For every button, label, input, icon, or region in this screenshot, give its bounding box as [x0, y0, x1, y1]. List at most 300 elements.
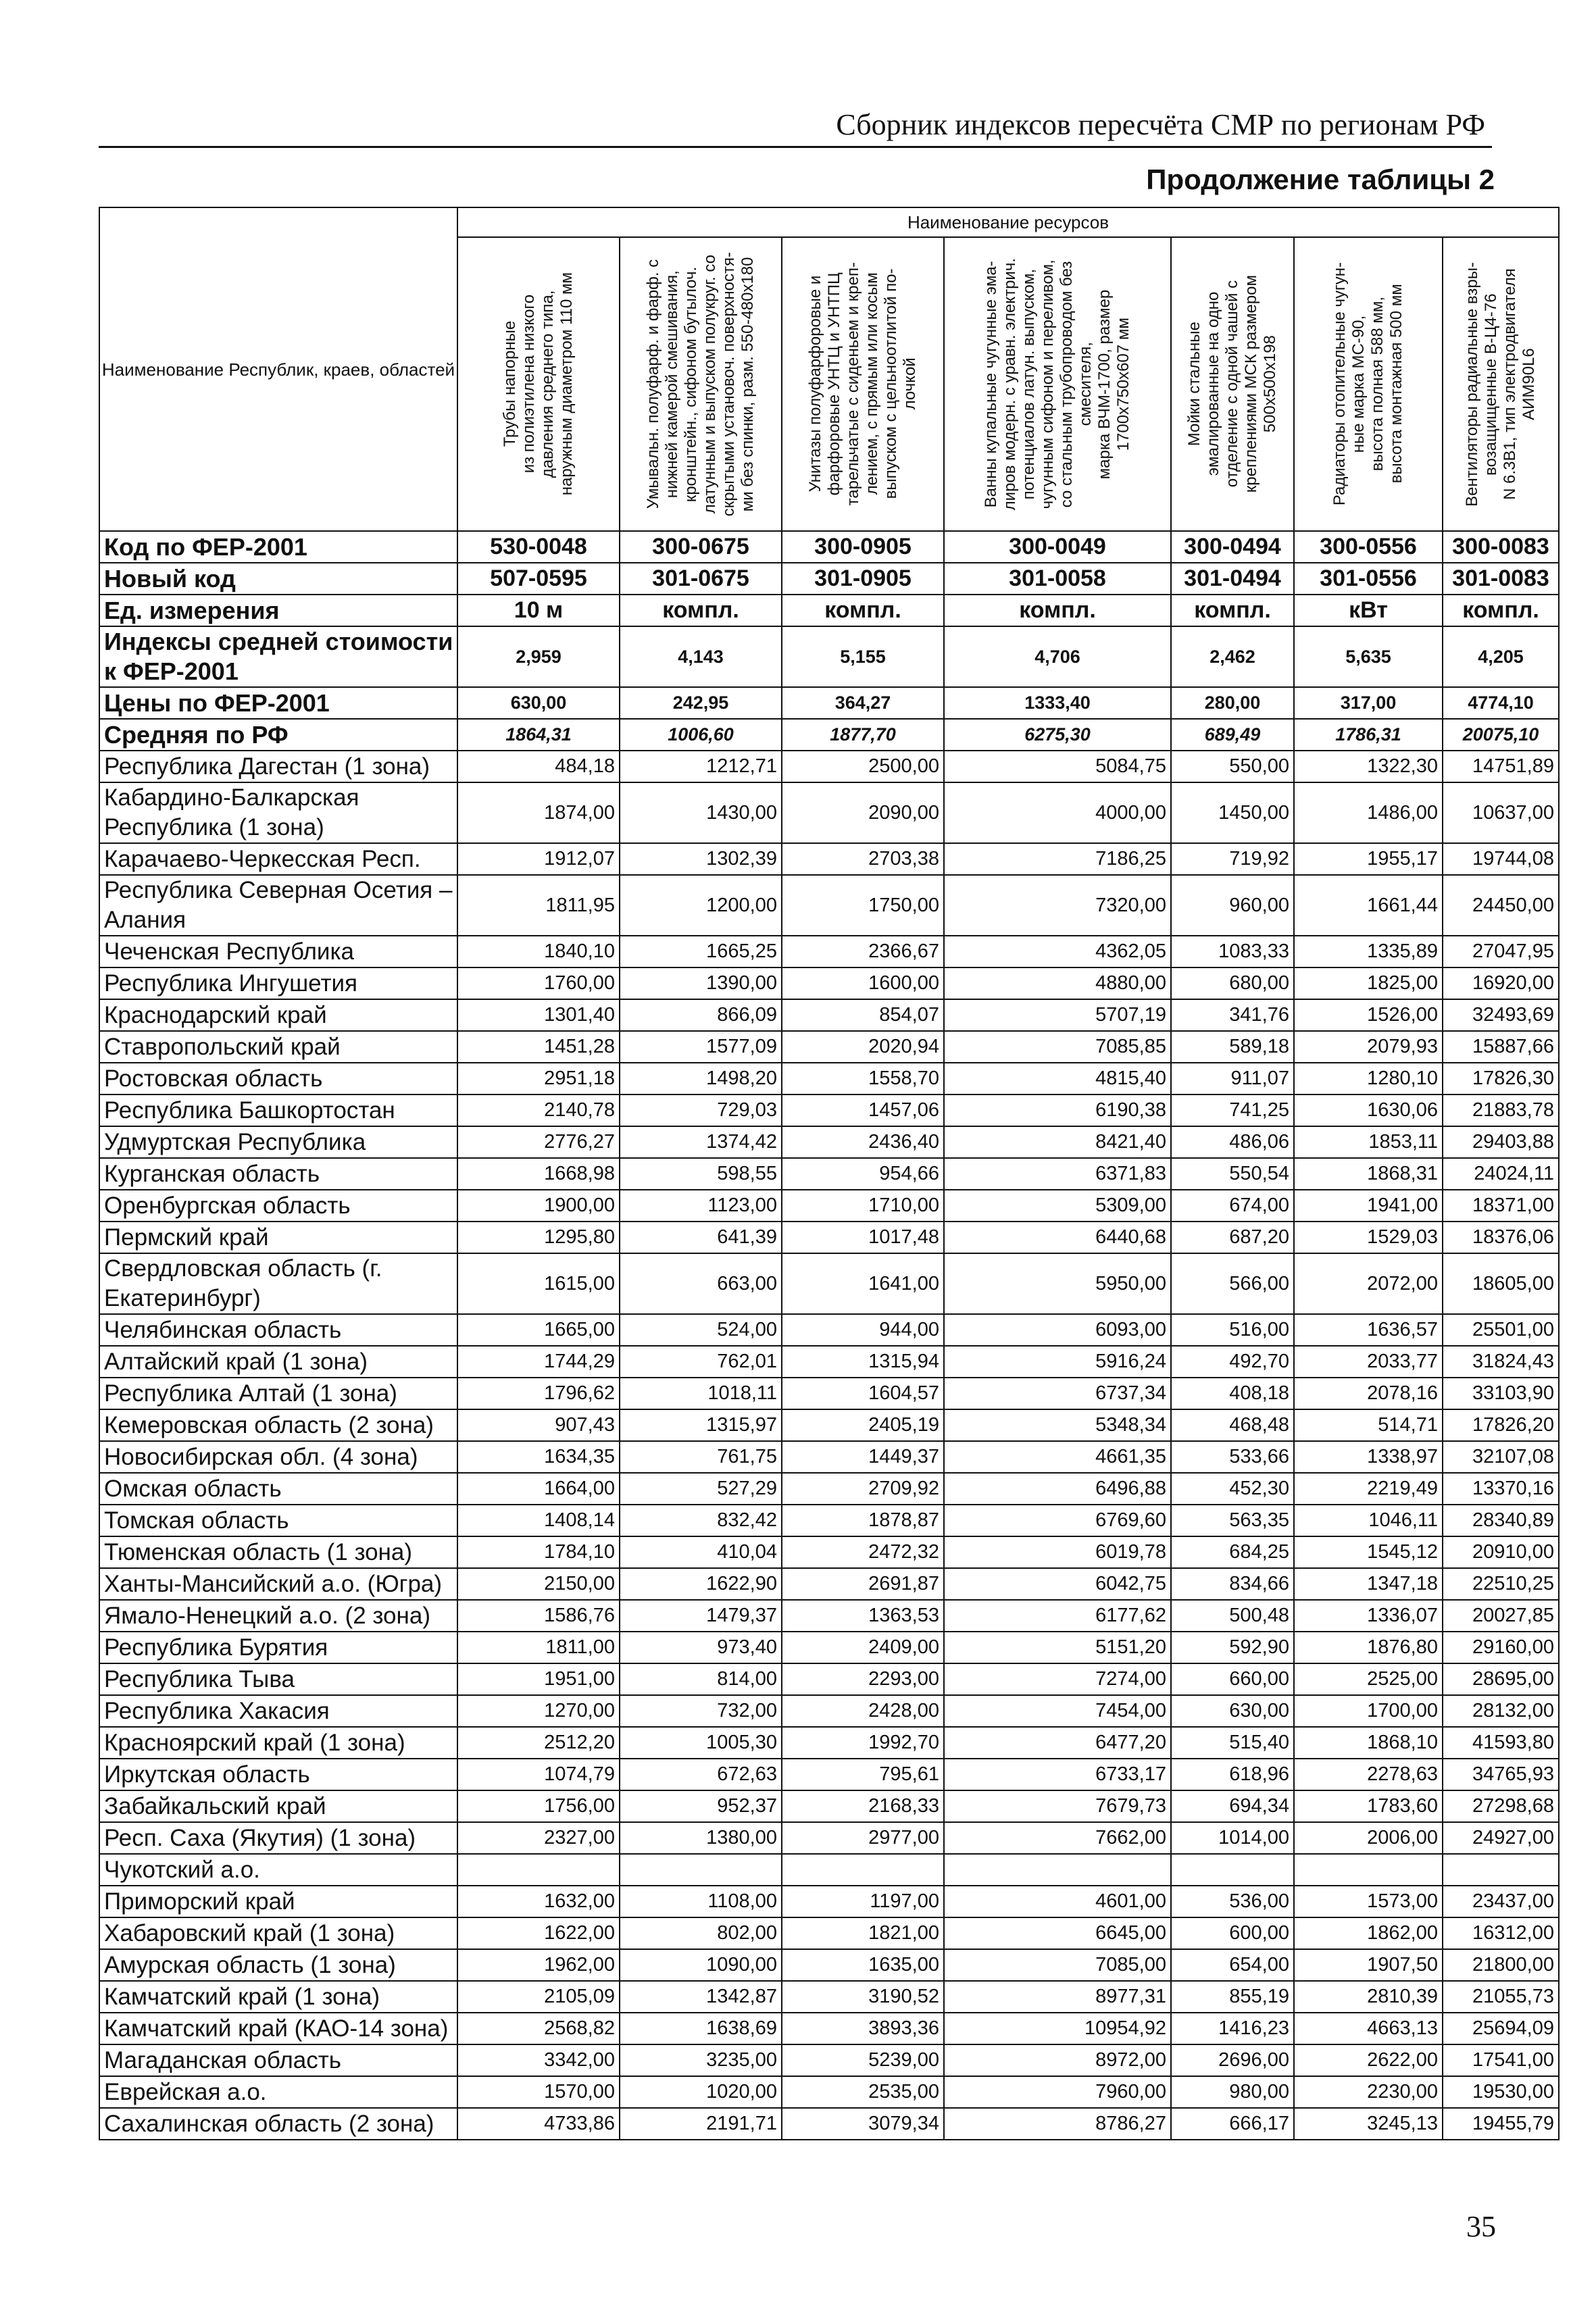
code-row-value: 2,462: [1171, 626, 1294, 687]
code-row-value: компл.: [944, 595, 1171, 626]
price-cell: 834,66: [1171, 1568, 1294, 1600]
price-cell: 22510,25: [1443, 1568, 1559, 1600]
region-name: Карачаево-Черкесская Респ.: [99, 843, 457, 875]
price-cell: 1962,00: [457, 1949, 620, 1981]
price-cell: 14751,89: [1443, 751, 1559, 782]
price-cell: 31824,43: [1443, 1346, 1559, 1378]
table-row: [99, 1441, 1559, 1473]
region-name: Краснодарский край: [99, 999, 457, 1031]
price-cell: 1430,00: [620, 782, 782, 843]
table-row: [99, 1822, 1559, 1854]
price-cell: 2293,00: [782, 1663, 944, 1695]
price-cell: 1811,95: [457, 875, 620, 936]
price-cell: 2810,39: [1294, 1981, 1443, 2013]
price-cell: 7662,00: [944, 1822, 1171, 1854]
price-cell: 6093,00: [944, 1314, 1171, 1346]
code-row-value: 630,00: [457, 687, 620, 719]
table-header: [99, 207, 1559, 531]
region-name: Ямало-Ненецкий а.о. (2 зона): [99, 1600, 457, 1632]
price-cell: 3893,36: [782, 2013, 944, 2044]
price-cell: 1374,42: [620, 1126, 782, 1158]
region-name: Иркутская область: [99, 1759, 457, 1790]
price-cell: 630,00: [1171, 1695, 1294, 1727]
price-cell: 6645,00: [944, 1917, 1171, 1949]
price-cell: 1878,87: [782, 1505, 944, 1536]
price-cell: 1912,07: [457, 843, 620, 875]
price-cell: 1416,23: [1171, 2013, 1294, 2044]
price-cell: 832,42: [620, 1505, 782, 1536]
table-row: [99, 1126, 1559, 1158]
price-cell: 484,18: [457, 751, 620, 782]
price-cell: 598,55: [620, 1158, 782, 1190]
price-cell: 1700,00: [1294, 1695, 1443, 1727]
price-cell: 6477,20: [944, 1727, 1171, 1759]
price-cell: 954,66: [782, 1158, 944, 1190]
table-row: [99, 1632, 1559, 1663]
continuation-caption: Продолжение таблицы 2: [1146, 164, 1495, 195]
header-group-row: [99, 207, 1559, 237]
price-cell: 29160,00: [1443, 1632, 1559, 1663]
region-name: Пермский край: [99, 1222, 457, 1253]
price-cell: 1498,20: [620, 1063, 782, 1095]
region-name: Чеченская Республика: [99, 936, 457, 967]
region-name: Тюменская область (1 зона): [99, 1536, 457, 1568]
price-cell: 5084,75: [944, 751, 1171, 782]
price-cell: 32107,08: [1443, 1441, 1559, 1473]
price-cell: 6737,34: [944, 1378, 1171, 1409]
code-row-value: 4,706: [944, 626, 1171, 687]
table-row: [99, 2013, 1559, 2044]
price-cell: 2405,19: [782, 1409, 944, 1441]
price-cell: 1123,00: [620, 1190, 782, 1222]
price-cell: 1586,76: [457, 1600, 620, 1632]
price-cell: 980,00: [1171, 2076, 1294, 2108]
region-name: Республика Хакасия: [99, 1695, 457, 1727]
price-cell: 2105,09: [457, 1981, 620, 2013]
region-name: Челябинская область: [99, 1314, 457, 1346]
price-cell: 1380,00: [620, 1822, 782, 1854]
price-cell: 2525,00: [1294, 1663, 1443, 1695]
price-cell: 1018,11: [620, 1378, 782, 1409]
price-cell: 8972,00: [944, 2044, 1171, 2076]
table-row: [99, 999, 1559, 1031]
price-cell: 973,40: [620, 1632, 782, 1663]
price-cell: 1336,07: [1294, 1600, 1443, 1632]
resource-header-3: [782, 237, 944, 531]
code-row-label: Средняя по РФ: [99, 719, 457, 751]
price-cell: 28695,00: [1443, 1663, 1559, 1695]
price-cell: 5707,19: [944, 999, 1171, 1031]
price-cell: 1622,90: [620, 1568, 782, 1600]
price-cell: 563,35: [1171, 1505, 1294, 1536]
price-cell: 1450,00: [1171, 782, 1294, 843]
price-cell: 550,00: [1171, 751, 1294, 782]
price-cell: 741,25: [1171, 1095, 1294, 1126]
price-cell: 7454,00: [944, 1695, 1171, 1727]
price-cell: 527,29: [620, 1473, 782, 1505]
price-cell: 533,66: [1171, 1441, 1294, 1473]
price-cell: 1280,10: [1294, 1063, 1443, 1095]
price-cell: 2079,93: [1294, 1031, 1443, 1063]
code-row-value: 1877,70: [782, 719, 944, 751]
price-cell: 17826,20: [1443, 1409, 1559, 1441]
table-row: [99, 1253, 1559, 1314]
code-row: [99, 595, 1559, 626]
code-row-value: 300-0494: [1171, 531, 1294, 563]
price-cell: 4601,00: [944, 1886, 1171, 1917]
price-cell: 1868,10: [1294, 1727, 1443, 1759]
price-cell: 854,07: [782, 999, 944, 1031]
table-row: [99, 1886, 1559, 1917]
price-cell: 5151,20: [944, 1632, 1171, 1663]
price-cell: 1108,00: [620, 1886, 782, 1917]
price-cell: 41593,80: [1443, 1727, 1559, 1759]
price-cell: 1046,11: [1294, 1505, 1443, 1536]
price-cell: 2278,63: [1294, 1759, 1443, 1790]
code-row-value: 301-0675: [620, 563, 782, 595]
code-row-value: 4,143: [620, 626, 782, 687]
price-cell: 468,48: [1171, 1409, 1294, 1441]
price-cell: 654,00: [1171, 1949, 1294, 1981]
price-cell: 27047,95: [1443, 936, 1559, 967]
price-cell: 3342,00: [457, 2044, 620, 2076]
price-cell: 13370,16: [1443, 1473, 1559, 1505]
price-cell: 2696,00: [1171, 2044, 1294, 2076]
price-cell: 663,00: [620, 1253, 782, 1314]
region-name: Кабардино-Балкарская Республика (1 зона): [99, 782, 457, 843]
region-name: Камчатский край (1 зона): [99, 1981, 457, 2013]
table-row: [99, 1063, 1559, 1095]
price-cell: 687,20: [1171, 1222, 1294, 1253]
price-cell: 1900,00: [457, 1190, 620, 1222]
price-cell: 516,00: [1171, 1314, 1294, 1346]
price-cell: 1315,94: [782, 1346, 944, 1378]
price-cell: 10637,00: [1443, 782, 1559, 843]
price-cell: 1661,44: [1294, 875, 1443, 936]
price-cell: 1197,00: [782, 1886, 944, 1917]
price-cell: 514,71: [1294, 1409, 1443, 1441]
code-row: [99, 719, 1559, 751]
price-cell: 2327,00: [457, 1822, 620, 1854]
price-cell: 2409,00: [782, 1632, 944, 1663]
table-row: [99, 1536, 1559, 1568]
price-cell: 600,00: [1171, 1917, 1294, 1949]
price-cell: 1005,30: [620, 1727, 782, 1759]
resource-header-label: Ванны купальные чугунные эма- лиров модерн. с уравн. электрич. потенциалов латун. выпуском, чугунным сифоном и переливом, со стальным трубопроводом без смесителя, марка ВЧМ-1700, размер 1700x750x607 мм: [982, 257, 1132, 511]
code-row-value: 530-0048: [457, 531, 620, 563]
resource-header-label: Вентиляторы радиальные взры- возащищенные В-Ц4-76 N 6.3В1, тип электродвигателя АИМ90L6: [1463, 261, 1538, 507]
price-cell: 2020,94: [782, 1031, 944, 1063]
code-rows: [99, 531, 1559, 751]
price-cell: 4815,40: [944, 1063, 1171, 1095]
code-row: [99, 626, 1559, 687]
price-cell: 674,00: [1171, 1190, 1294, 1222]
table-row: [99, 1190, 1559, 1222]
price-cell: 21883,78: [1443, 1095, 1559, 1126]
price-cell: 589,18: [1171, 1031, 1294, 1063]
price-cell: 1784,10: [457, 1536, 620, 1568]
region-rows: [99, 751, 1559, 2140]
price-cell: 1090,00: [620, 1949, 782, 1981]
price-cell: 2230,00: [1294, 2076, 1443, 2108]
code-row: [99, 531, 1559, 563]
price-cell: 6733,17: [944, 1759, 1171, 1790]
price-cell: 20027,85: [1443, 1600, 1559, 1632]
price-cell: 2500,00: [782, 751, 944, 782]
price-cell: 1615,00: [457, 1253, 620, 1314]
price-cell: 1876,80: [1294, 1632, 1443, 1663]
price-cell: 500,48: [1171, 1600, 1294, 1632]
code-row-value: компл.: [1443, 595, 1559, 626]
price-cell: 684,25: [1171, 1536, 1294, 1568]
price-cell: 3245,13: [1294, 2108, 1443, 2140]
price-cell: 5309,00: [944, 1190, 1171, 1222]
price-cell: 672,63: [620, 1759, 782, 1790]
code-row-value: 1333,40: [944, 687, 1171, 719]
resource-header-label: Умывальн. полуфарф. и фарф. с нижней камерой смешивания, кронштейн., сифоном бутылоч. латунным и выпуском полукруг. со скрытыми установоч. поверхностя- ми без спинки, разм. 550-480x180: [644, 251, 757, 517]
price-cell: 25694,09: [1443, 2013, 1559, 2044]
table-row: [99, 1790, 1559, 1822]
price-cell: 4663,13: [1294, 2013, 1443, 2044]
price-cell: 2150,00: [457, 1568, 620, 1600]
price-cell: 1083,33: [1171, 936, 1294, 967]
price-cell: 1710,00: [782, 1190, 944, 1222]
price-cell: 1573,00: [1294, 1886, 1443, 1917]
price-cell: 660,00: [1171, 1663, 1294, 1695]
price-cell: 2512,20: [457, 1727, 620, 1759]
price-cell: 952,37: [620, 1790, 782, 1822]
region-name: Республика Дагестан (1 зона): [99, 751, 457, 782]
code-row-value: 5,635: [1294, 626, 1443, 687]
price-cell: 7679,73: [944, 1790, 1171, 1822]
price-cell: 4362,05: [944, 936, 1171, 967]
code-row-label: Ед. измерения: [99, 595, 457, 626]
price-cell: 907,43: [457, 1409, 620, 1441]
price-cell: 1821,00: [782, 1917, 944, 1949]
code-row-value: компл.: [782, 595, 944, 626]
price-cell: 23437,00: [1443, 1886, 1559, 1917]
price-cell: 6042,75: [944, 1568, 1171, 1600]
table-row: [99, 1727, 1559, 1759]
price-cell: 4000,00: [944, 782, 1171, 843]
price-cell: 1335,89: [1294, 936, 1443, 967]
price-cell: 10954,92: [944, 2013, 1171, 2044]
price-cell: 7085,85: [944, 1031, 1171, 1063]
resource-header-4: [944, 237, 1171, 531]
code-row-label: Код по ФЕР-2001: [99, 531, 457, 563]
price-cell: 1783,60: [1294, 1790, 1443, 1822]
price-cell: 3190,52: [782, 1981, 944, 2013]
price-cell: 732,00: [620, 1695, 782, 1727]
price-cell: 680,00: [1171, 967, 1294, 999]
price-cell: [457, 1854, 620, 1886]
table-row: [99, 1378, 1559, 1409]
price-cell: 25501,00: [1443, 1314, 1559, 1346]
price-cell: 7274,00: [944, 1663, 1171, 1695]
price-cell: 1635,00: [782, 1949, 944, 1981]
price-cell: 408,18: [1171, 1378, 1294, 1409]
region-name: Курганская область: [99, 1158, 457, 1190]
table-row: [99, 1409, 1559, 1441]
table-row: [99, 1473, 1559, 1505]
region-name: Еврейская а.о.: [99, 2076, 457, 2108]
resource-header-label: Унитазы полуфарфоровые и фарфоровые УНТЦ и УНТПЦ тарельчатые с сиденьем и креп- лением, с прямым или косым выпуском с цельноотлитой по- лочкой: [806, 262, 919, 506]
price-cell: 3079,34: [782, 2108, 944, 2140]
code-row-label: Индексы средней стоимости к ФЕР-2001: [99, 626, 457, 687]
price-cell: 7320,00: [944, 875, 1171, 936]
price-cell: 16920,00: [1443, 967, 1559, 999]
price-cell: 2977,00: [782, 1822, 944, 1854]
price-cell: 18371,00: [1443, 1190, 1559, 1222]
region-name: Новосибирская обл. (4 зона): [99, 1441, 457, 1473]
price-cell: 1634,35: [457, 1441, 620, 1473]
price-cell: 2072,00: [1294, 1253, 1443, 1314]
table-row: [99, 751, 1559, 782]
region-name: Алтайский край (1 зона): [99, 1346, 457, 1378]
code-row-value: 507-0595: [457, 563, 620, 595]
price-cell: 28340,89: [1443, 1505, 1559, 1536]
price-cell: 2691,87: [782, 1568, 944, 1600]
price-cell: 1862,00: [1294, 1917, 1443, 1949]
price-cell: 1529,03: [1294, 1222, 1443, 1253]
price-cell: 1338,97: [1294, 1441, 1443, 1473]
table-row: [99, 1568, 1559, 1600]
resource-header-7: [1443, 237, 1559, 531]
price-cell: 2191,71: [620, 2108, 782, 2140]
price-cell: 6371,83: [944, 1158, 1171, 1190]
region-name: Удмуртская Республика: [99, 1126, 457, 1158]
price-cell: 1760,00: [457, 967, 620, 999]
price-cell: 1390,00: [620, 967, 782, 999]
price-cell: 1951,00: [457, 1663, 620, 1695]
code-row-value: 10 м: [457, 595, 620, 626]
price-cell: 4733,86: [457, 2108, 620, 2140]
code-row-value: 242,95: [620, 687, 782, 719]
table-row: [99, 2044, 1559, 2076]
price-cell: [620, 1854, 782, 1886]
region-name: Забайкальский край: [99, 1790, 457, 1822]
code-row-value: 300-0675: [620, 531, 782, 563]
code-row-value: 301-0494: [1171, 563, 1294, 595]
price-cell: 17826,30: [1443, 1063, 1559, 1095]
price-cell: 1825,00: [1294, 967, 1443, 999]
price-cell: [1171, 1854, 1294, 1886]
table-row: [99, 967, 1559, 999]
price-cell: 2090,00: [782, 782, 944, 843]
price-cell: [782, 1854, 944, 1886]
code-row-value: 280,00: [1171, 687, 1294, 719]
code-row-value: 4774,10: [1443, 687, 1559, 719]
price-cell: 2366,67: [782, 936, 944, 967]
price-cell: 1992,70: [782, 1727, 944, 1759]
price-cell: 3235,00: [620, 2044, 782, 2076]
price-cell: 1315,97: [620, 1409, 782, 1441]
code-row: [99, 687, 1559, 719]
price-cell: 1322,30: [1294, 751, 1443, 782]
price-cell: 944,00: [782, 1314, 944, 1346]
code-row-value: 301-0083: [1443, 563, 1559, 595]
price-cell: 21800,00: [1443, 1949, 1559, 1981]
price-cell: 24927,00: [1443, 1822, 1559, 1854]
code-row-value: 300-0556: [1294, 531, 1443, 563]
price-cell: 2436,40: [782, 1126, 944, 1158]
price-cell: 2622,00: [1294, 2044, 1443, 2076]
price-cell: 1622,00: [457, 1917, 620, 1949]
price-cell: 1526,00: [1294, 999, 1443, 1031]
price-cell: 24450,00: [1443, 875, 1559, 936]
price-cell: 536,00: [1171, 1886, 1294, 1917]
resource-header-label: Радиаторы отопительные чугун- ные марка МС-90, высота полная 588 мм, высота монтажная 500 мм: [1330, 262, 1405, 506]
price-cell: 6769,60: [944, 1505, 1171, 1536]
code-row-value: 317,00: [1294, 687, 1443, 719]
price-cell: 2535,00: [782, 2076, 944, 2108]
price-cell: 911,07: [1171, 1063, 1294, 1095]
price-cell: 33103,90: [1443, 1378, 1559, 1409]
region-name: Хабаровский край (1 зона): [99, 1917, 457, 1949]
price-cell: 1200,00: [620, 875, 782, 936]
table-row: [99, 936, 1559, 967]
price-cell: 5348,34: [944, 1409, 1171, 1441]
table-row: [99, 1663, 1559, 1695]
price-cell: 15887,66: [1443, 1031, 1559, 1063]
price-cell: 21055,73: [1443, 1981, 1559, 2013]
price-cell: 694,34: [1171, 1790, 1294, 1822]
price-cell: 866,09: [620, 999, 782, 1031]
region-name: Томская область: [99, 1505, 457, 1536]
price-cell: 6019,78: [944, 1536, 1171, 1568]
price-cell: 1636,57: [1294, 1314, 1443, 1346]
price-cell: 762,01: [620, 1346, 782, 1378]
price-cell: 5239,00: [782, 2044, 944, 2076]
price-cell: 486,06: [1171, 1126, 1294, 1158]
price-cell: 19530,00: [1443, 2076, 1559, 2108]
price-cell: 28132,00: [1443, 1695, 1559, 1727]
price-cell: 24024,11: [1443, 1158, 1559, 1190]
price-cell: 1577,09: [620, 1031, 782, 1063]
region-name: Республика Бурятия: [99, 1632, 457, 1663]
code-row-label: Новый код: [99, 563, 457, 595]
table-row: [99, 843, 1559, 875]
price-cell: 492,70: [1171, 1346, 1294, 1378]
resource-header-label: Трубы напорные из полиэтилена низкого давления среднего типа, наружным диаметром 110 мм: [501, 272, 576, 496]
price-cell: 618,96: [1171, 1759, 1294, 1790]
price-cell: 1840,10: [457, 936, 620, 967]
resource-header-5: [1171, 237, 1294, 531]
code-row-value: 301-0905: [782, 563, 944, 595]
price-cell: 1750,00: [782, 875, 944, 936]
code-row-value: 689,49: [1171, 719, 1294, 751]
region-name: Респ. Саха (Якутия) (1 зона): [99, 1822, 457, 1854]
price-cell: 1570,00: [457, 2076, 620, 2108]
price-cell: 1486,00: [1294, 782, 1443, 843]
price-cell: 795,61: [782, 1759, 944, 1790]
price-cell: 515,40: [1171, 1727, 1294, 1759]
price-cell: 7186,25: [944, 843, 1171, 875]
price-cell: 1020,00: [620, 2076, 782, 2108]
price-cell: 452,30: [1171, 1473, 1294, 1505]
price-cell: 1811,00: [457, 1632, 620, 1663]
price-cell: 1638,69: [620, 2013, 782, 2044]
price-cell: 2709,92: [782, 1473, 944, 1505]
table-row: [99, 2108, 1559, 2140]
price-cell: 7085,00: [944, 1949, 1171, 1981]
code-row-label: Цены по ФЕР-2001: [99, 687, 457, 719]
price-cell: 1074,79: [457, 1759, 620, 1790]
price-cell: 1600,00: [782, 967, 944, 999]
price-cell: 550,54: [1171, 1158, 1294, 1190]
price-cell: 802,00: [620, 1917, 782, 1949]
price-cell: 2951,18: [457, 1063, 620, 1095]
